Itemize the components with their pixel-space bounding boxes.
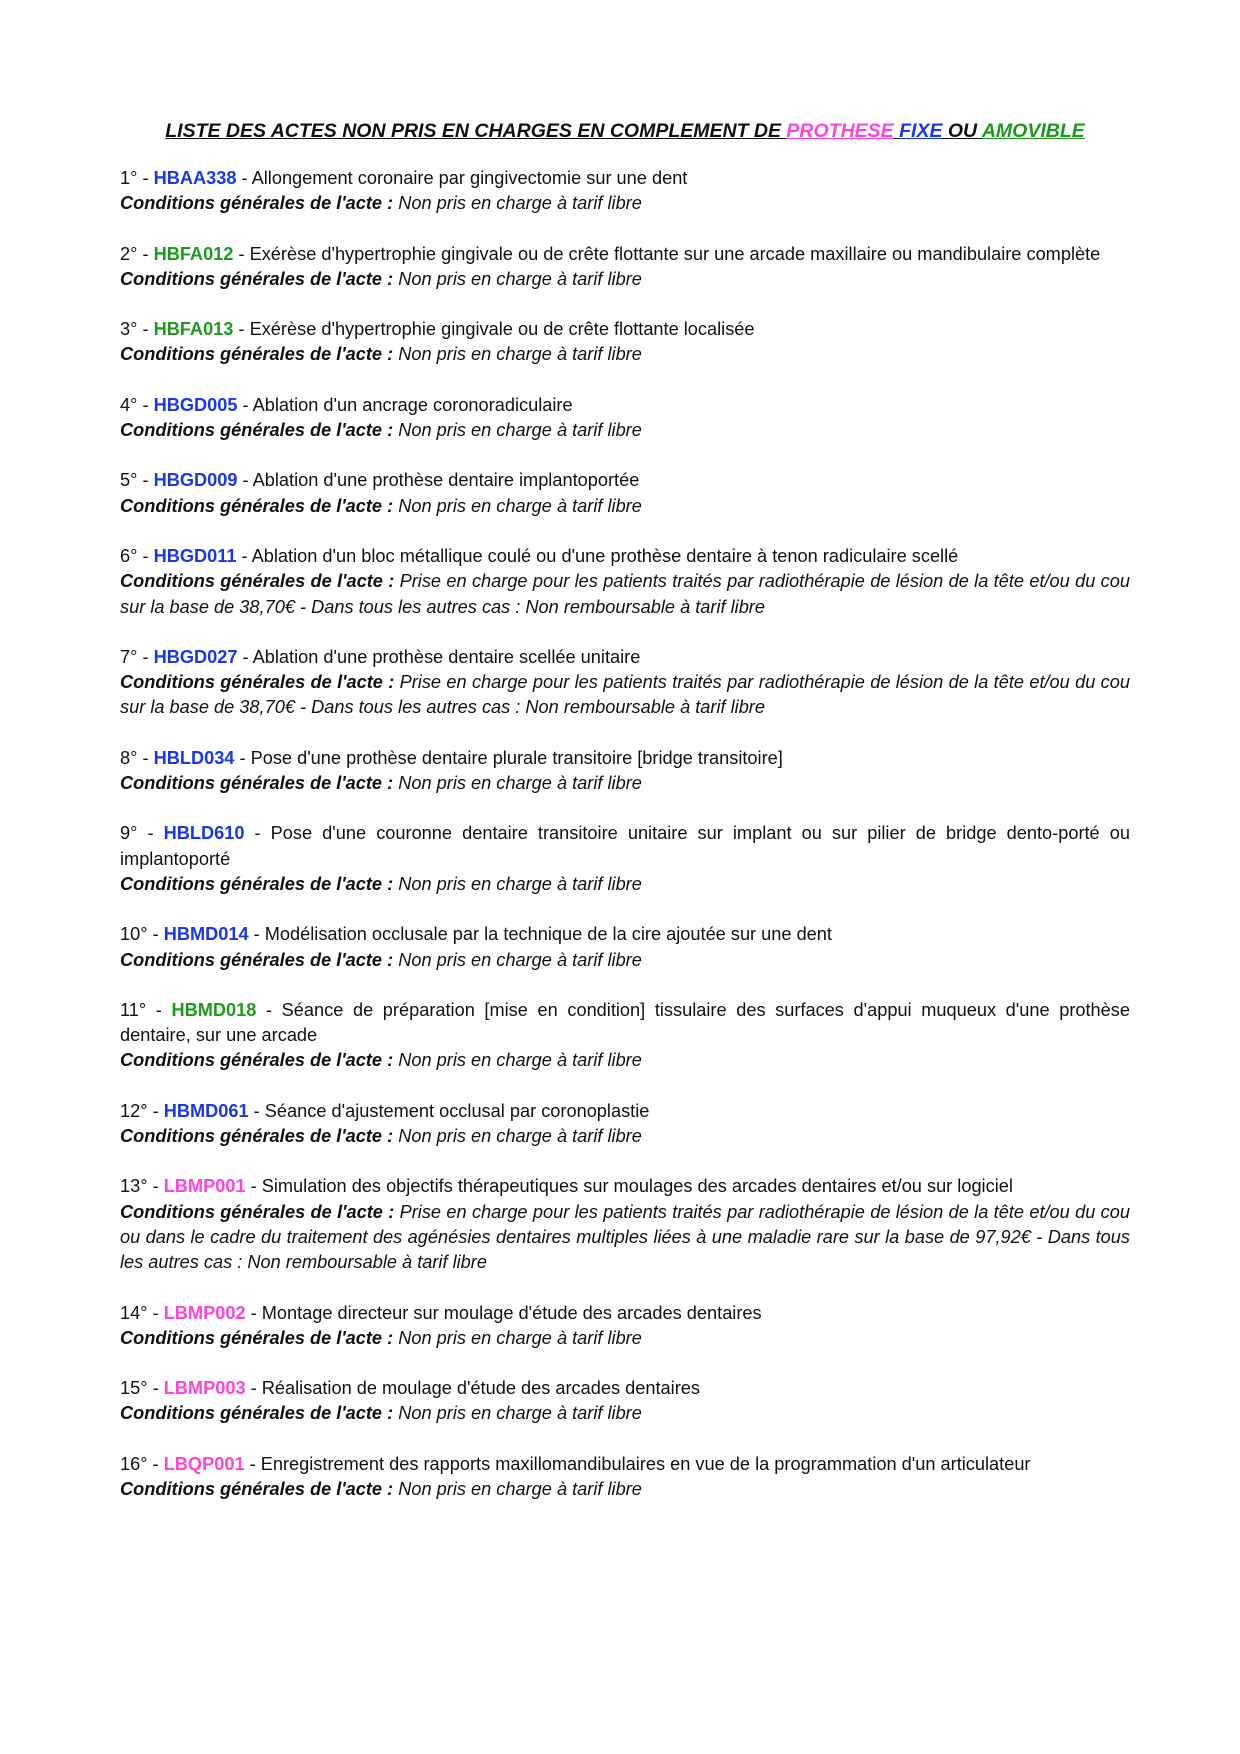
act-line [120,1452,1130,1477]
act-separator: - [147,1378,164,1399]
act-description: - Allongement coronaire par gingivectomie sur une dent [236,168,688,188]
title-word-amovible: AMOVIBLE [981,120,1085,142]
list-item [120,1174,1130,1275]
conditions-text: Prise en charge pour les patients traités par radiothérapie de lésion de la tête et/ou du cou sur la base de 38,70€ - Dans tous les autres cas : Non remboursable à tarif libre [120,672,1130,718]
act-conditions [120,1326,1130,1351]
act-description: - Ablation d'un ancrage coronoradiculaire [237,394,573,415]
act-line [120,468,1130,493]
act-code: HBFA012 [153,243,234,264]
act-description: - Exérèse d'hypertrophie gingivale ou de crête flottante localisée [233,319,755,340]
act-line [120,1301,1130,1326]
act-description: - Pose d'une couronne dentaire transitoire unitaire sur implant ou sur pilier de bridge dento-porté ou implantoporté [120,823,1130,869]
act-conditions [120,1477,1130,1502]
list-item [120,1452,1130,1503]
list-item [120,998,1130,1074]
act-conditions [120,191,1130,216]
act-code: HBGD011 [153,545,237,566]
conditions-text: Non pris en charge à tarif libre [393,1050,642,1071]
conditions-label: Conditions générales de l'acte : [120,344,394,365]
conditions-label: Conditions générales de l'acte : [120,420,394,441]
conditions-text: Non pris en charge à tarif libre [393,344,642,365]
act-line [120,821,1130,872]
act-number: 1° [120,168,138,188]
act-line [120,166,1130,191]
act-number: 16° [120,1453,148,1474]
conditions-label: Conditions générales de l'acte : [120,1201,395,1222]
act-code: LBMP003 [163,1378,246,1399]
act-separator: - [137,394,154,415]
act-description: - Ablation d'une prothèse dentaire scellée unitaire [237,646,641,667]
conditions-label: Conditions générales de l'acte : [120,1478,394,1499]
act-code: HBFA013 [153,319,234,340]
act-conditions [120,569,1130,620]
act-separator: - [137,646,154,667]
act-conditions [120,342,1130,367]
act-number: 6° [120,545,138,566]
act-code: LBMP002 [163,1302,246,1323]
act-code: LBMP001 [163,1176,246,1197]
title-prefix: LISTE DES ACTES NON PRIS EN CHARGES EN COMPLEMENT DE [165,120,787,142]
act-description: - Montage directeur sur moulage d'étude des arcades dentaires [245,1302,762,1323]
act-code: HBLD034 [153,747,235,768]
act-separator: - [147,1302,164,1323]
act-description: - Séance de préparation [mise en condition] tissulaire des surfaces d'appui muqueux d'une prothèse dentaire, sur une arcade [120,999,1130,1046]
act-code: HBGD009 [153,470,238,491]
act-line [120,242,1130,267]
act-conditions [120,1048,1130,1073]
act-separator: - [147,1176,164,1197]
act-line [120,645,1130,670]
acts-list [120,166,1130,1502]
act-description: - Séance d'ajustement occlusal par coronoplastie [248,1100,650,1121]
act-code: HBMD018 [171,999,257,1020]
conditions-label: Conditions générales de l'acte : [120,1126,394,1147]
act-number: 9° [120,823,138,844]
conditions-text: Non pris en charge à tarif libre [393,193,642,214]
act-conditions [120,418,1130,443]
list-item [120,645,1130,721]
act-line [120,1174,1130,1199]
list-item [120,242,1130,293]
act-number: 5° [120,470,138,491]
act-conditions [120,267,1130,292]
document-title [120,118,1130,144]
act-number: 8° [120,747,138,768]
list-item [120,544,1130,620]
act-separator: - [137,747,154,768]
list-item [120,166,1130,217]
act-line [120,998,1130,1049]
conditions-label: Conditions générales de l'acte : [120,773,394,794]
list-item [120,821,1130,897]
list-item [120,1301,1130,1352]
act-conditions [120,670,1130,721]
act-line [120,1099,1130,1124]
act-conditions [120,494,1130,519]
act-description: - Pose d'une prothèse dentaire plurale transitoire [bridge transitoire] [234,747,783,768]
act-conditions [120,1200,1130,1276]
conditions-text: Non pris en charge à tarif libre [393,873,642,894]
act-number: 12° [120,1100,148,1121]
act-conditions [120,771,1130,796]
conditions-text: Non pris en charge à tarif libre [393,1403,642,1424]
list-item [120,468,1130,519]
conditions-label: Conditions générales de l'acte : [120,1050,394,1071]
act-number: 3° [120,319,138,340]
act-line [120,393,1130,418]
title-word-ou: OU [942,120,982,142]
conditions-label: Conditions générales de l'acte : [120,949,394,970]
act-description: - Ablation d'un bloc métallique coulé ou d'une prothèse dentaire à tenon radiculaire scellé [236,545,959,566]
conditions-text: Non pris en charge à tarif libre [393,1126,642,1147]
list-item [120,1376,1130,1427]
conditions-label: Conditions générales de l'acte : [120,672,395,693]
conditions-text: Non pris en charge à tarif libre [393,949,642,970]
act-description: - Modélisation occlusale par la technique de la cire ajoutée sur une dent [248,924,832,945]
act-number: 2° [120,243,138,264]
conditions-label: Conditions générales de l'acte : [120,193,394,214]
act-line [120,922,1130,947]
list-item [120,922,1130,973]
act-separator: - [147,924,164,945]
act-code: HBMD014 [163,924,249,945]
act-code: LBQP001 [163,1453,245,1474]
act-conditions [120,1401,1130,1426]
act-line [120,746,1130,771]
conditions-text: Non pris en charge à tarif libre [393,495,642,516]
act-line [120,544,1130,569]
act-number: 7° [120,646,138,667]
act-number: 11° [120,999,147,1020]
conditions-label: Conditions générales de l'acte : [120,495,394,516]
act-number: 14° [120,1302,148,1323]
list-item [120,393,1130,444]
act-code: HBLD610 [163,823,245,844]
act-separator: - [137,243,154,264]
act-separator: - [137,823,164,844]
act-description: - Réalisation de moulage d'étude des arcades dentaires [245,1378,700,1399]
list-item [120,746,1130,797]
document-page [120,118,1130,1527]
act-separator: - [137,545,154,566]
conditions-text: Non pris en charge à tarif libre [393,268,642,289]
list-item [120,317,1130,368]
title-word-prothese: PROTHESE [786,120,894,142]
act-separator: - [137,319,154,340]
act-description: - Enregistrement des rapports maxillomandibulaires en vue de la programmation d'un articulateur [244,1453,1031,1474]
act-separator: - [147,1100,164,1121]
act-description: - Simulation des objectifs thérapeutiques sur moulages des arcades dentaires et/ou sur logiciel [245,1176,1013,1197]
act-separator: - [147,1453,164,1474]
act-code: HBAA338 [153,168,237,188]
conditions-text: Non pris en charge à tarif libre [393,420,642,441]
act-conditions [120,948,1130,973]
act-number: 10° [120,924,148,945]
act-number: 15° [120,1378,148,1399]
act-separator: - [137,470,154,491]
conditions-text: Non pris en charge à tarif libre [393,1327,642,1348]
act-code: HBGD005 [153,394,238,415]
act-line [120,1376,1130,1401]
act-description: - Ablation d'une prothèse dentaire implantoportée [237,470,640,491]
conditions-label: Conditions générales de l'acte : [120,571,395,592]
act-conditions [120,872,1130,897]
conditions-text: Non pris en charge à tarif libre [393,1478,642,1499]
act-code: HBMD061 [163,1100,249,1121]
list-item [120,1099,1130,1150]
act-separator: - [146,999,172,1020]
conditions-label: Conditions générales de l'acte : [120,873,394,894]
act-line [120,317,1130,342]
conditions-text: Prise en charge pour les patients traités par radiothérapie de lésion de la tête et/ou du cou sur la base de 38,70€ - Dans tous les autres cas : Non remboursable à tarif libre [120,571,1130,617]
conditions-text: Prise en charge pour les patients traités par radiothérapie de lésion de la tête et/ou du cou ou dans le cadre du traitement des agénésies dentaires multiples liées à une maladie rare sur la base de 97,92€ - Dans tous les autres cas : Non remboursable à tarif libre [120,1201,1130,1273]
conditions-label: Conditions générales de l'acte : [120,1403,394,1424]
act-separator: - [137,168,154,188]
act-description: - Exérèse d'hypertrophie gingivale ou de crête flottante sur une arcade maxillaire ou mandibulaire complète [233,243,1101,264]
conditions-label: Conditions générales de l'acte : [120,1327,394,1348]
act-number: 13° [120,1176,148,1197]
act-code: HBGD027 [153,646,238,667]
act-number: 4° [120,394,138,415]
conditions-label: Conditions générales de l'acte : [120,268,394,289]
conditions-text: Non pris en charge à tarif libre [393,773,642,794]
title-word-fixe: FIXE [899,120,943,142]
act-conditions [120,1124,1130,1149]
